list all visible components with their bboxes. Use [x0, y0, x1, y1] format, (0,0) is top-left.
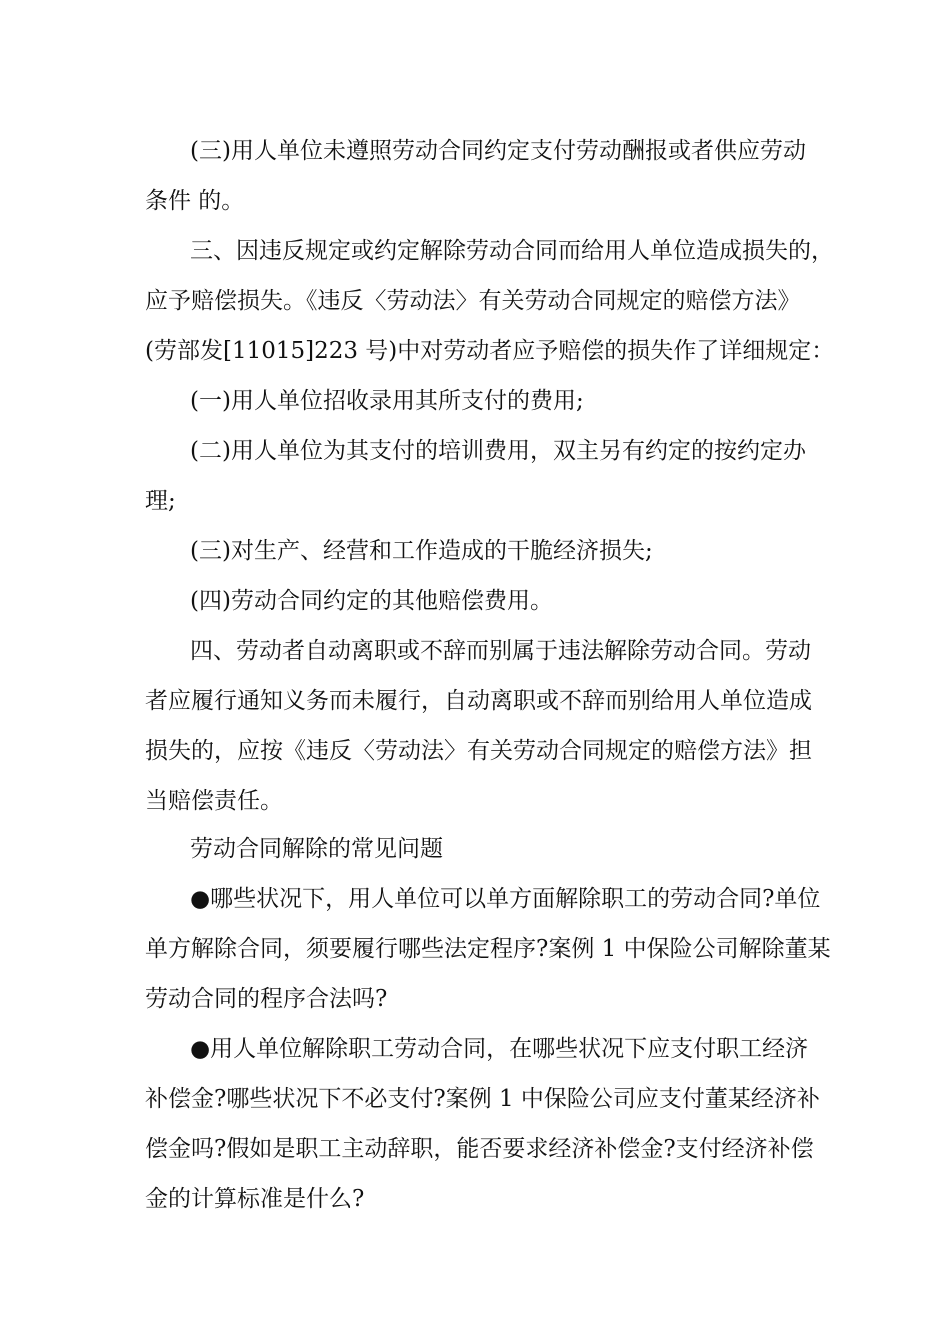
text-line: ●哪些状况下，用人单位可以单方面解除职工的劳动合同?单位 — [190, 886, 821, 912]
text-line: (一)用人单位招收录用其所支付的费用; — [190, 388, 584, 414]
text-line: 单方解除合同，须要履行哪些法定程序?案例 1 中保险公司解除董某 — [145, 936, 831, 962]
text-line: 补偿金?哪些状况下不必支付?案例 1 中保险公司应支付董某经济补 — [145, 1086, 820, 1112]
section-heading: 劳动合同解除的常见问题 — [190, 836, 443, 862]
text-line: 偿金吗?假如是职工主动辞职，能否要求经济补偿金?支付经济补偿 — [145, 1136, 814, 1162]
text-line: (三)用人单位未遵照劳动合同约定支付劳动酬报或者供应劳动 — [190, 138, 806, 164]
text-line: 四、劳动者自动离职或不辞而别属于违法解除劳动合同。劳动 — [190, 638, 811, 664]
text-line: 三、因违反规定或约定解除劳动合同而给用人单位造成损失的， — [190, 238, 834, 264]
text-line: 金的计算标准是什么? — [145, 1186, 365, 1212]
text-line: (劳部发[11015]223 号)中对劳动者应予赔偿的损失作了详细规定： — [145, 338, 835, 364]
text-line: 劳动合同的程序合法吗? — [145, 986, 388, 1012]
text-line: 条件 的。 — [145, 188, 245, 214]
text-line: 当赔偿责任。 — [145, 788, 283, 814]
text-line: (三)对生产、经营和工作造成的干脆经济损失; — [190, 538, 653, 564]
text-line: 损失的，应按《违反〈劳动法〉有关劳动合同规定的赔偿方法》担 — [145, 738, 812, 764]
text-line: 理; — [145, 488, 176, 514]
text-line: ●用人单位解除职工劳动合同，在哪些状况下应支付职工经济 — [190, 1036, 809, 1062]
text-line: (二)用人单位为其支付的培训费用，双主另有约定的按约定办 — [190, 438, 806, 464]
text-line: 者应履行通知义务而未履行，自动离职或不辞而别给用人单位造成 — [145, 688, 812, 714]
text-line: 应予赔偿损失。《违反〈劳动法〉有关劳动合同规定的赔偿方法》 — [145, 288, 801, 314]
text-line: (四)劳动合同约定的其他赔偿费用。 — [190, 588, 553, 614]
